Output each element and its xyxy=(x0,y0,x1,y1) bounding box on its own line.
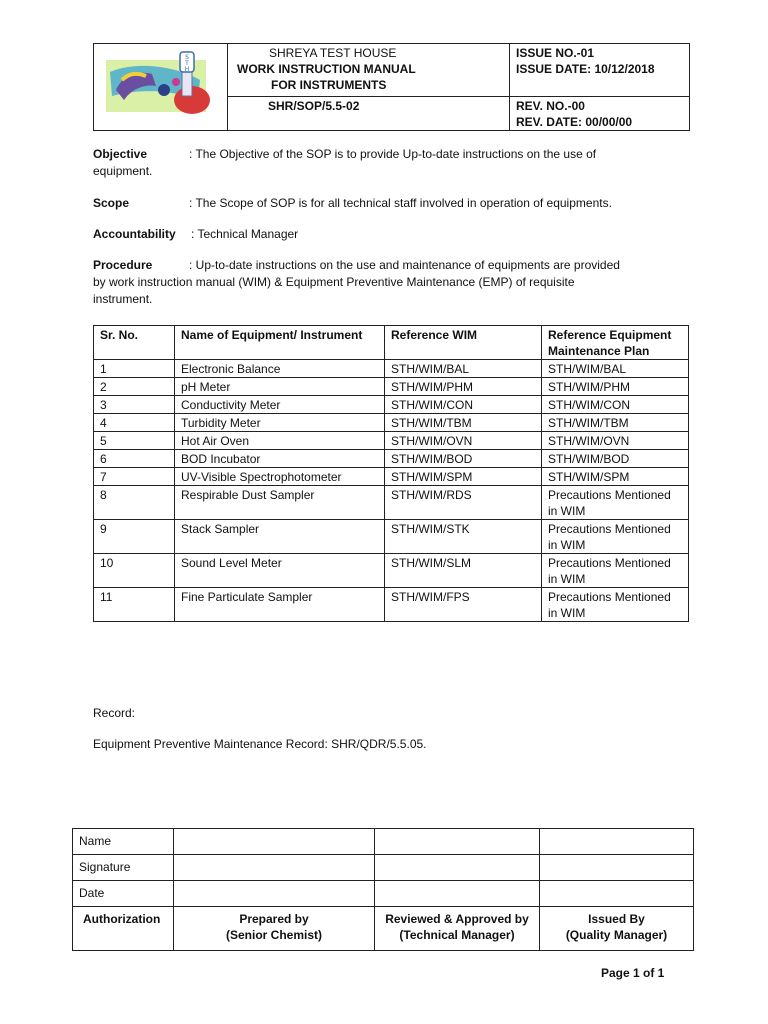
procedure-text-cont2: instrument. xyxy=(93,292,153,306)
manual-title-line2: FOR INSTRUMENTS xyxy=(271,78,387,92)
objective-label: Objective xyxy=(93,147,148,161)
revision-cell xyxy=(510,97,690,131)
cell-equipment-name: BOD Incubator xyxy=(175,450,385,468)
cell-equipment-name: Fine Particulate Sampler xyxy=(175,588,385,622)
header-reference-emp: Reference Equipment Maintenance Plan xyxy=(542,326,689,360)
signoff-row-name xyxy=(73,829,694,855)
cell-equipment-name: Turbidity Meter xyxy=(175,414,385,432)
cell-reference-wim: STH/WIM/OVN xyxy=(385,432,542,450)
title-cell xyxy=(228,44,510,97)
scope-label: Scope xyxy=(93,196,130,210)
signoff-row-authorization xyxy=(73,907,694,951)
cell-sr-no: 9 xyxy=(94,520,175,554)
signoff-row-date xyxy=(73,881,694,907)
scope-section xyxy=(93,195,693,212)
signoff-table xyxy=(72,828,694,951)
cell-sr-no: 7 xyxy=(94,468,175,486)
table-row xyxy=(94,360,689,378)
rev-no: REV. NO.-00 xyxy=(516,99,585,113)
company-name: SHREYA TEST HOUSE xyxy=(269,46,397,60)
cell-reference-wim: STH/WIM/BOD xyxy=(385,450,542,468)
table-row xyxy=(94,554,689,588)
cell-reference-emp: Precautions Mentioned in WIM xyxy=(542,520,689,554)
cell-equipment-name: Electronic Balance xyxy=(175,360,385,378)
page-number: Page 1 of 1 xyxy=(601,966,665,980)
prepared-by-cell xyxy=(174,907,375,951)
cell-reference-emp: STH/WIM/OVN xyxy=(542,432,689,450)
cell-reference-wim: STH/WIM/BAL xyxy=(385,360,542,378)
cell-reference-wim: STH/WIM/SLM xyxy=(385,554,542,588)
issued-by: Issued By xyxy=(588,912,645,926)
signoff-label-signature: Signature xyxy=(73,855,174,881)
prepared-role: (Senior Chemist) xyxy=(225,928,322,942)
cell-reference-emp: Precautions Mentioned in WIM xyxy=(542,486,689,520)
procedure-label: Procedure xyxy=(93,258,153,272)
signoff-cell xyxy=(540,829,694,855)
cell-reference-emp: STH/WIM/SPM xyxy=(542,468,689,486)
cell-sr-no: 6 xyxy=(94,450,175,468)
cell-reference-emp: Precautions Mentioned in WIM xyxy=(542,588,689,622)
cell-equipment-name: pH Meter xyxy=(175,378,385,396)
signoff-cell xyxy=(174,855,375,881)
manual-title-line1: WORK INSTRUCTION MANUAL xyxy=(237,62,416,76)
company-logo-icon xyxy=(102,50,220,124)
signoff-label-date: Date xyxy=(73,881,174,907)
table-header-row xyxy=(94,326,689,360)
svg-text:S: S xyxy=(185,54,189,61)
doc-code: SHR/SOP/5.5-02 xyxy=(228,97,510,131)
cell-sr-no: 10 xyxy=(94,554,175,588)
signoff-label-name: Name xyxy=(73,829,174,855)
cell-reference-emp: STH/WIM/PHM xyxy=(542,378,689,396)
reviewed-by-cell xyxy=(375,907,540,951)
table-row xyxy=(94,414,689,432)
objective-section xyxy=(93,146,693,180)
header-reference-wim: Reference WIM xyxy=(385,326,542,360)
signoff-cell xyxy=(375,881,540,907)
signoff-cell xyxy=(540,855,694,881)
record-label: Record: xyxy=(93,706,136,720)
cell-equipment-name: Sound Level Meter xyxy=(175,554,385,588)
cell-reference-wim: STH/WIM/TBM xyxy=(385,414,542,432)
table-row xyxy=(94,396,689,414)
table-row xyxy=(94,378,689,396)
cell-reference-emp: STH/WIM/TBM xyxy=(542,414,689,432)
svg-text:T: T xyxy=(185,60,189,67)
cell-reference-wim: STH/WIM/PHM xyxy=(385,378,542,396)
table-row xyxy=(94,432,689,450)
procedure-text: : Up-to-date instructions on the use and maintenance of equipments are provided xyxy=(189,258,620,272)
header-equipment-name: Name of Equipment/ Instrument xyxy=(175,326,385,360)
cell-sr-no: 8 xyxy=(94,486,175,520)
signoff-cell xyxy=(375,855,540,881)
table-row xyxy=(94,468,689,486)
cell-reference-wim: STH/WIM/STK xyxy=(385,520,542,554)
issue-date: ISSUE DATE: 10/12/2018 xyxy=(516,62,655,76)
cell-sr-no: 3 xyxy=(94,396,175,414)
issued-role: (Quality Manager) xyxy=(565,928,668,942)
cell-equipment-name: Stack Sampler xyxy=(175,520,385,554)
scope-text: : The Scope of SOP is for all technical staff involved in operation of equipments. xyxy=(189,196,612,210)
cell-reference-emp: STH/WIM/BAL xyxy=(542,360,689,378)
signoff-cell xyxy=(540,881,694,907)
document-header xyxy=(93,43,690,131)
accountability-section xyxy=(93,226,693,243)
cell-equipment-name: Hot Air Oven xyxy=(175,432,385,450)
reviewed-role: (Technical Manager) xyxy=(399,928,515,942)
table-row xyxy=(94,486,689,520)
cell-sr-no: 2 xyxy=(94,378,175,396)
cell-reference-wim: STH/WIM/CON xyxy=(385,396,542,414)
svg-text:H: H xyxy=(184,66,190,73)
procedure-text-cont1: by work instruction manual (WIM) & Equipment Preventive Maintenance (EMP) of requisite xyxy=(93,275,575,289)
signoff-label-authorization: Authorization xyxy=(73,907,174,951)
cell-reference-emp: Precautions Mentioned in WIM xyxy=(542,554,689,588)
cell-sr-no: 5 xyxy=(94,432,175,450)
signoff-row-signature xyxy=(73,855,694,881)
cell-reference-emp: STH/WIM/BOD xyxy=(542,450,689,468)
header-sr-no: Sr. No. xyxy=(94,326,175,360)
prepared-by: Prepared by xyxy=(239,912,309,926)
issued-by-cell xyxy=(540,907,694,951)
signoff-cell xyxy=(174,829,375,855)
signoff-cell xyxy=(174,881,375,907)
reviewed-by: Reviewed & Approved by xyxy=(385,912,529,926)
record-text: Equipment Preventive Maintenance Record: SHR/QDR/5.5.05. xyxy=(93,737,427,751)
objective-text-cont: equipment. xyxy=(93,164,153,178)
signoff-cell xyxy=(375,829,540,855)
cell-sr-no: 11 xyxy=(94,588,175,622)
table-row xyxy=(94,450,689,468)
accountability-text: : Technical Manager xyxy=(191,227,299,241)
accountability-label: Accountability xyxy=(93,227,176,241)
cell-sr-no: 1 xyxy=(94,360,175,378)
cell-equipment-name: Respirable Dust Sampler xyxy=(175,486,385,520)
cell-equipment-name: UV-Visible Spectrophotometer xyxy=(175,468,385,486)
cell-reference-wim: STH/WIM/FPS xyxy=(385,588,542,622)
cell-equipment-name: Conductivity Meter xyxy=(175,396,385,414)
cell-reference-emp: STH/WIM/CON xyxy=(542,396,689,414)
issue-cell xyxy=(510,44,690,97)
logo-cell xyxy=(94,44,228,131)
procedure-section xyxy=(93,257,693,308)
table-row xyxy=(94,588,689,622)
cell-sr-no: 4 xyxy=(94,414,175,432)
cell-reference-wim: STH/WIM/SPM xyxy=(385,468,542,486)
cell-reference-wim: STH/WIM/RDS xyxy=(385,486,542,520)
issue-no: ISSUE NO.-01 xyxy=(516,46,595,60)
objective-text: : The Objective of the SOP is to provide Up-to-date instructions on the use of xyxy=(189,147,597,161)
rev-date: REV. DATE: 00/00/00 xyxy=(516,115,633,129)
equipment-table xyxy=(93,325,689,622)
table-row xyxy=(94,520,689,554)
